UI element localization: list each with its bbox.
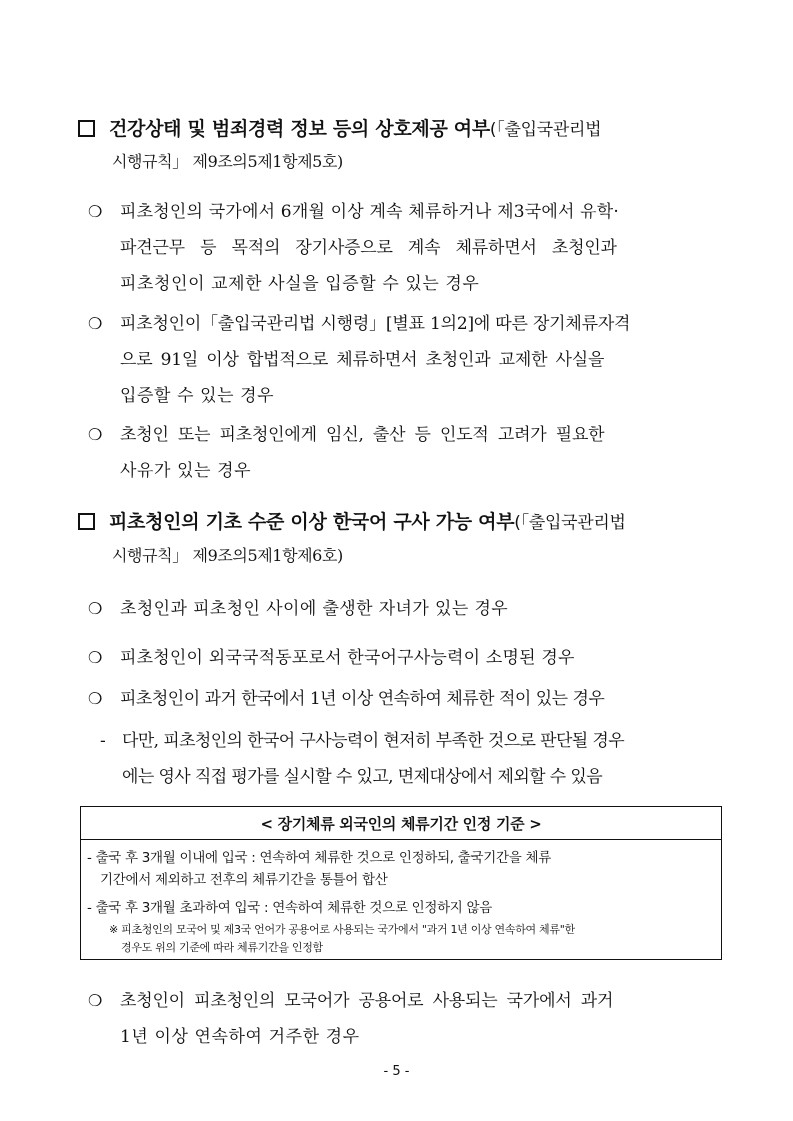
item-text-line: 피초청인이 교제한 사실을 입증할 수 있는 경우 bbox=[120, 274, 480, 294]
note-row bbox=[87, 847, 717, 891]
section-title: 피초청인의 기초 수준 이상 한국어 구사 가능 여부 bbox=[109, 511, 515, 533]
law-reference: (「출입국관리법 bbox=[489, 120, 602, 140]
circle-bullet-icon: ❍ bbox=[88, 202, 103, 221]
circle-bullet-icon: ❍ bbox=[88, 689, 103, 708]
note-sub-item bbox=[100, 723, 710, 795]
section-title: 건강상태 및 범죄경력 정보 등의 상호제공 여부 bbox=[109, 118, 490, 140]
item-text-line: 에는 영사 직접 평가를 실시할 수 있고, 면제대상에서 제외할 수 있음 bbox=[122, 767, 603, 787]
list-item bbox=[88, 306, 718, 414]
circle-bullet-icon: ❍ bbox=[88, 599, 103, 618]
note-row-line: 기간에서 제외하고 전후의 체류기간을 통틀어 합산 bbox=[100, 872, 388, 888]
item-text-line: 사유가 있는 경우 bbox=[120, 461, 252, 481]
list-item bbox=[88, 681, 718, 717]
item-text-line: 초청인이 피초청인의 모국어가 공용어로 사용되는 국가에서 과거 bbox=[120, 991, 614, 1011]
note-row-line: - 출국 후 3개월 초과하여 입국 : 연속하여 체류한 것으로 인정하지 않음 bbox=[87, 900, 493, 916]
circle-bullet-icon: ❍ bbox=[88, 425, 103, 444]
circle-bullet-icon: ❍ bbox=[88, 314, 103, 333]
item-text-line: 초청인과 피초청인 사이에 출생한 자녀가 있는 경우 bbox=[120, 599, 509, 619]
law-reference-continued: 시행규칙」 제9조의5제1항제6호) bbox=[112, 546, 343, 565]
circle-bullet-icon: ❍ bbox=[88, 648, 103, 667]
note-row bbox=[87, 897, 717, 919]
criteria-note-box bbox=[80, 806, 722, 960]
item-text-line: 피초청인이「출입국관리법 시행령」[별표 1의2]에 따른 장기체류자격 bbox=[120, 314, 631, 334]
item-text-line: 피초청인이 외국국적동포로서 한국어구사능력이 소명된 경우 bbox=[120, 648, 575, 668]
item-text-line: 피초청인의 국가에서 6개월 이상 계속 체류하거나 제3국에서 유학· bbox=[120, 202, 620, 222]
list-item bbox=[88, 983, 718, 1055]
note-box-title: < 장기체류 외국인의 체류기간 인정 기준 > bbox=[81, 809, 721, 840]
note-footnote bbox=[109, 921, 719, 957]
dash-bullet: - bbox=[100, 731, 106, 751]
section-heading bbox=[78, 112, 738, 147]
item-text-line: 으로 91일 이상 합법적으로 체류하면서 초청인과 교제한 사실을 bbox=[120, 350, 605, 370]
footnote-line: 경우도 위의 기준에 따라 체류기간을 인정함 bbox=[121, 941, 323, 954]
list-item bbox=[88, 194, 718, 302]
item-text-line: 다만, 피초청인의 한국어 구사능력이 현저히 부족한 것으로 판단될 경우 bbox=[122, 731, 625, 751]
checkbox-square-icon bbox=[78, 120, 95, 137]
item-text-line: 1년 이상 연속하여 거주한 경우 bbox=[120, 1027, 360, 1047]
item-text-line: 파견근무 등 목적의 장기사증으로 계속 체류하면서 초청인과 bbox=[120, 238, 617, 258]
law-reference: (「출입국관리법 bbox=[514, 513, 626, 533]
checkbox-square-icon bbox=[78, 513, 95, 530]
item-text-line: 초청인 또는 피초청인에게 임신, 출산 등 인도적 고려가 필요한 bbox=[120, 425, 605, 445]
item-text-line: 피초청인이 과거 한국에서 1년 이상 연속하여 체류한 적이 있는 경우 bbox=[120, 689, 605, 709]
list-item bbox=[88, 591, 718, 627]
page-number: - 5 - bbox=[383, 1064, 410, 1079]
list-item bbox=[88, 640, 718, 676]
item-text-line: 입증할 수 있는 경우 bbox=[120, 386, 275, 406]
note-row-line: - 출국 후 3개월 이내에 입국 : 연속하여 체류한 것으로 인정하되, 출국기간을 체류 bbox=[87, 850, 551, 866]
section-heading bbox=[78, 505, 738, 540]
footnote-line: ※ 피초청인의 모국어 및 제3국 언어가 공용어로 사용되는 국가에서 "과거 1년 이상 연속하여 체류"한 bbox=[109, 923, 575, 936]
list-item bbox=[88, 417, 718, 489]
circle-bullet-icon: ❍ bbox=[88, 991, 103, 1010]
law-reference-continued: 시행규칙」 제9조의5제1항제5호) bbox=[112, 152, 343, 171]
